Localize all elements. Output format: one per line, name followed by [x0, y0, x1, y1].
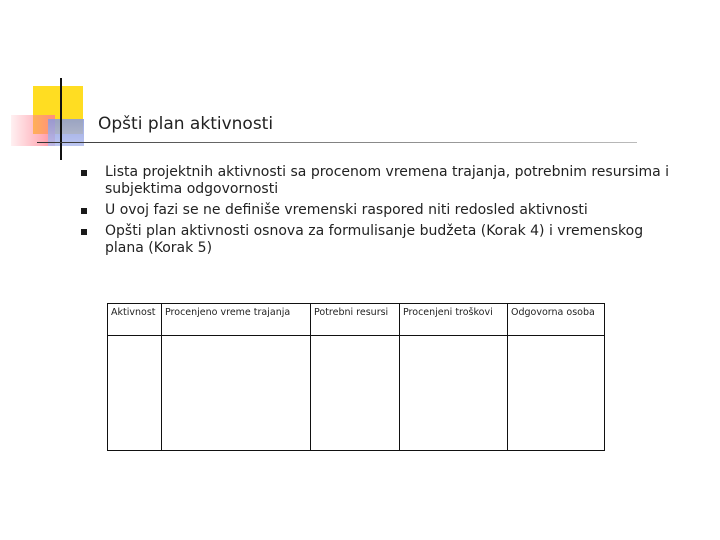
table-cell: [162, 336, 311, 451]
table-cell: [108, 336, 162, 451]
bullet-text: U ovoj fazi se ne definiše vremenski raspored niti redosled aktivnosti: [105, 202, 588, 218]
table-row: [108, 336, 605, 451]
column-header-vreme: Procenjeno vreme trajanja: [162, 304, 311, 336]
column-header-aktivnost: Aktivnost: [108, 304, 162, 336]
table-header-row: [108, 304, 605, 336]
bullet-list: [80, 164, 680, 261]
decorative-vertical-line: [60, 78, 62, 160]
bullet-item: [80, 223, 680, 257]
bullet-item: [80, 164, 680, 198]
column-header-troskovi: Procenjeni troškovi: [400, 304, 508, 336]
activity-plan-table: [107, 303, 605, 451]
bullet-item: [80, 202, 680, 219]
title-underline: [37, 142, 637, 143]
column-header-odgovorna-osoba: Odgovorna osoba: [508, 304, 605, 336]
slide-title: Opšti plan aktivnosti: [98, 114, 274, 134]
table-cell: [400, 336, 508, 451]
square-bullet-icon: [81, 208, 87, 214]
column-header-resursi: Potrebni resursi: [311, 304, 400, 336]
table-cell: [311, 336, 400, 451]
square-bullet-icon: [81, 170, 87, 176]
bullet-text: Lista projektnih aktivnosti sa procenom vremena trajanja, potrebnim resursima i subjektima odgovornosti: [105, 164, 670, 197]
bullet-text: Opšti plan aktivnosti osnova za formulisanje budžeta (Korak 4) i vremenskog plana (Korak 5): [105, 223, 644, 256]
square-bullet-icon: [81, 229, 87, 235]
table-cell: [508, 336, 605, 451]
